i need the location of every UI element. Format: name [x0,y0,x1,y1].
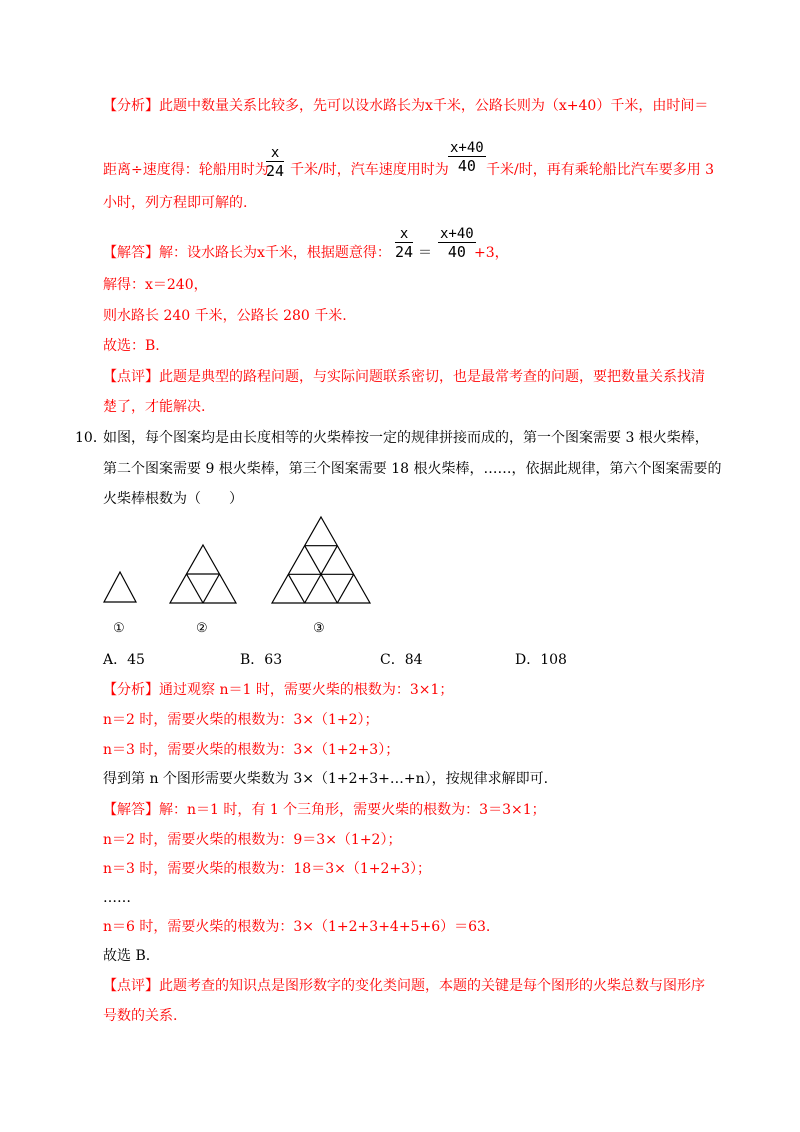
matchstick-figure-3 [270,515,372,605]
solution-9-plus-3: +3， [474,245,509,261]
fraction-denominator: 40 [457,157,476,175]
solution-10-line-6: 故选 B. [103,948,151,964]
comment-10-line-1: 【点评】此题考查的知识点是图形数字的变化类问题，本题的关键是每个图形的火柴总数与图形序 [103,978,705,994]
fraction-x-plus-40-over-40 [438,226,476,261]
solution-9-line-3: 则水路长 240 千米，公路长 280 千米. [103,308,347,324]
equals-sign: ＝ [418,245,432,261]
analysis-10-line-4: 得到第 n 个图形需要火柴数为 3×（1+2+3+…+n），按规律求解即可. [103,771,549,787]
analysis-9-text-c: 千米/时，再有乘轮船比汽车要多用 3 [486,162,715,178]
option-c: C．84 [380,652,423,668]
solution-10-line-4: …… [103,890,131,906]
figure-label-2: ② [196,621,208,636]
fraction-x-plus-40-over-40 [448,140,486,175]
fraction-x-over-24 [266,145,284,180]
comment-9-line-1: 【点评】此题是典型的路程问题，与实际问题联系密切，也是最常考查的问题，要把数量关系找清 [103,369,705,385]
analysis-10-line-3: n＝3 时，需要火柴的根数为：3×（1+2+3）； [103,742,400,758]
solution-10-line-5: n＝6 时，需要火柴的根数为：3×（1+2+3+4+5+6）＝63. [103,919,491,935]
fraction-numerator: x+40 [450,140,484,156]
fraction-denominator: 24 [395,243,414,261]
analysis-10-line-1: 【分析】通过观察 n＝1 时，需要火柴的根数为：3×1； [103,682,454,698]
fraction-denominator: 24 [266,162,285,180]
matchstick-figure-2 [168,543,238,605]
question-10-number: 10． [75,430,107,446]
matchstick-figure-1 [102,570,138,604]
analysis-9-text-a: 距离÷速度得：轮船用时为 [103,162,269,178]
question-10-line-3: 火柴棒根数为（ ） [103,491,243,507]
fraction-x-over-24 [395,226,413,261]
solution-10-line-1: 【解答】解：n＝1 时，有 1 个三角形，需要火柴的根数为：3＝3×1； [103,802,546,818]
fraction-numerator: x [266,145,284,162]
fraction-numerator: x [395,226,413,243]
analysis-10-line-2: n＝2 时，需要火柴的根数为：3×（1+2）； [103,712,379,728]
analysis-9-text-b: 千米/时，汽车速度用时为 [290,162,449,178]
fraction-denominator: 40 [447,243,466,261]
figure-label-3: ③ [313,621,325,636]
comment-10-line-2: 号数的关系. [103,1008,178,1024]
question-10-line-1: 如图，每个图案均是由长度相等的火柴棒按一定的规律拼接而成的，第一个图案需要 3 根火柴棒， [103,430,709,446]
solution-10-line-2: n＝2 时，需要火柴的根数为：9＝3×（1+2）； [103,832,402,848]
figure-label-1: ① [113,621,125,636]
solution-9-line-2: 解得：x＝240， [103,277,208,293]
solution-9-line-1: 【解答】解：设水路长为x千米，根据题意得： [103,245,391,261]
option-a: A．45 [103,652,145,668]
option-d: D．108 [515,652,567,668]
analysis-9-line-3: 小时，列方程即可解的. [103,195,248,211]
analysis-9-line-1: 【分析】此题中数量关系比较多，先可以设水路长为x千米，公路长则为（x+40）千米，由时间＝ [103,98,709,114]
analysis-9-line-2 [103,160,269,180]
solution-9-line-4: 故选：B. [103,338,160,354]
solution-10-line-3: n＝3 时，需要火柴的根数为：18＝3×（1+2+3）； [103,861,432,877]
fraction-numerator: x+40 [440,226,474,242]
comment-9-line-2: 楚了，才能解决. [103,399,206,415]
question-10-line-2: 第二个图案需要 9 根火柴棒，第三个图案需要 18 根火柴棒，……，依据此规律，第六个图案需要的 [103,461,722,477]
option-b: B．63 [240,652,283,668]
